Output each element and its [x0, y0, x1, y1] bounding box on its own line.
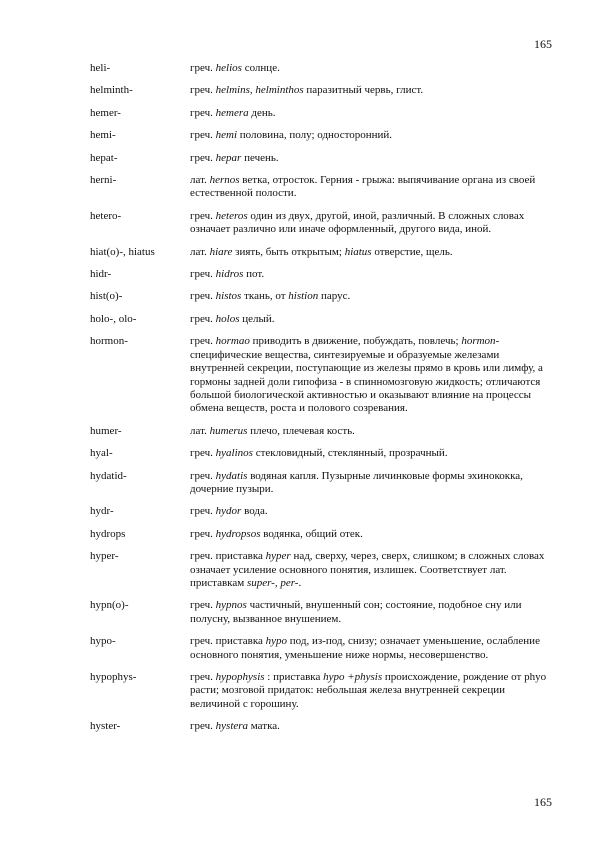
definition-text: греч. приставка [190, 550, 266, 563]
entry-term: heli- [90, 62, 111, 74]
glossary-entry [90, 635, 550, 662]
definition-text: греч. [190, 151, 216, 164]
definition-text: - специфические вещества, синтезируемые и образуемые железами внутренней секреции, поступающие из железы прямо в кровь или лимфу, а гормоны задней доли гипофиза - в спинномозговую жидкость; отличаются большой биологической активностью и оказывают влияние на процессы обмена веществ, роста и полового созревания. [190, 335, 543, 415]
definition-text: происхождение, рождение от phyo расти; мозговой придаток: небольшая железа внутренней секреции величиной с горошину. [190, 671, 547, 710]
glossary-entry [90, 335, 550, 415]
entry-definition [190, 84, 550, 97]
definition-italic-text: histos [215, 290, 242, 303]
definition-text: печень. [241, 151, 279, 164]
entry-term: hyper- [90, 550, 119, 563]
definition-italic-text: hypnos [215, 599, 247, 612]
definition-text: частичный, внушенный сон; состояние, подобное сну или полусну, вызванное внушением. [190, 599, 522, 625]
entry-term: hyster- [90, 720, 121, 733]
entry-term: hemi- [90, 129, 116, 142]
glossary-entry [90, 447, 550, 460]
definition-italic-text: holos [215, 312, 240, 325]
entry-term: hist(o)- [90, 290, 123, 303]
definition-text: греч. [190, 720, 216, 733]
definition-text: паразитный червь, глист. [303, 84, 424, 97]
definition-text: стекловидный, стеклянный, прозрачный. [252, 447, 448, 460]
definition-text: зиять, быть открытым; [232, 245, 345, 258]
glossary-entry [90, 290, 550, 303]
definition-text: греч. [190, 671, 216, 683]
definition-italic-text: hemera [215, 106, 249, 119]
entry-term: herni- [90, 174, 117, 187]
definition-text: греч. [190, 106, 216, 119]
entry-definition [190, 505, 550, 518]
glossary-entry [90, 550, 550, 590]
definition-text: плечо, плечевая кость. [247, 424, 355, 437]
definition-text: водянка, общий отек. [260, 527, 363, 540]
entry-definition [190, 720, 550, 733]
glossary-entry [90, 313, 550, 326]
definition-italic-text: histion [288, 290, 319, 303]
entry-term: hemer- [90, 106, 121, 119]
glossary-entry [90, 528, 550, 541]
definition-italic-text: hormоп [461, 335, 496, 348]
definition-text: день. [248, 106, 276, 119]
entry-definition [190, 470, 550, 497]
entry-definition [190, 210, 550, 237]
glossary-entry [90, 174, 550, 201]
definition-text: целый. [239, 312, 275, 325]
entry-definition [190, 246, 550, 259]
definition-italic-text: super-, per- [246, 576, 299, 589]
entry-term: helminth- [90, 84, 133, 97]
definition-text: водяная капля. Пузырные личинковые формы эхинококка, дочерние пузыри. [190, 469, 523, 495]
definition-text: ветка, отросток. Герния - грыжа: выпячивание органа из своей естественной полости. [190, 174, 536, 200]
definition-italic-text: humerus [209, 424, 248, 437]
definition-italic-text: hypo [265, 635, 288, 648]
definition-italic-text: hemi [215, 129, 238, 142]
entry-definition [190, 152, 550, 165]
glossary-entry [90, 268, 550, 281]
definition-italic-text: hyalinos [215, 447, 253, 460]
definition-text: лат. [190, 424, 210, 437]
glossary-entry [90, 599, 550, 626]
glossary-entry [90, 210, 550, 237]
definition-italic-text: hydor [215, 505, 242, 518]
definition-text: греч. [190, 335, 216, 348]
entry-definition [190, 335, 550, 415]
entry-definition [190, 635, 550, 662]
glossary-entry [90, 470, 550, 497]
definition-italic-text: helmins, helminthos [215, 84, 304, 97]
glossary-entry [90, 84, 550, 97]
definition-italic-text: hormao [215, 335, 250, 348]
definition-text: греч. [190, 447, 216, 460]
glossary-entry [90, 425, 550, 438]
definition-text: греч. [190, 527, 216, 540]
entry-term: hypo- [90, 635, 116, 648]
definition-text: греч. [190, 469, 216, 482]
definition-italic-text: hystera [215, 720, 249, 733]
definition-text: греч. [190, 84, 216, 97]
definition-text: отверстие, щель. [371, 245, 453, 258]
definition-italic-text: hyper [265, 550, 291, 563]
definition-text: греч. приставка [190, 635, 266, 648]
entry-term: hydr- [90, 505, 114, 518]
entry-definition [190, 671, 550, 711]
definition-text: один из двух, другой, иной, различный. В сложных словах означает различно или иначе оформленный, другого вида, иной. [190, 209, 525, 236]
definition-text: лат. [190, 245, 210, 258]
definition-text: солнце. [241, 62, 280, 74]
definition-text: ткань, от [241, 290, 289, 303]
entry-definition [190, 425, 550, 438]
definition-text: пот. [243, 268, 265, 281]
definition-text: лат. [190, 174, 210, 187]
definition-text: греч. [190, 209, 216, 222]
glossary-entry [90, 152, 550, 165]
definition-text: греч. [190, 62, 216, 74]
definition-text: греч. [190, 268, 216, 281]
entry-term: hiat(o)-, hiatus [90, 245, 155, 258]
definition-text: приводить в движение, побуждать, повлечь; [249, 335, 462, 348]
glossary-entry [90, 505, 550, 518]
definition-italic-text: hernos [209, 174, 240, 187]
glossary-entry [90, 107, 550, 120]
glossary-entry [90, 129, 550, 142]
entry-definition [190, 62, 550, 75]
definition-text: парус. [318, 290, 351, 303]
glossary-entry [90, 246, 550, 259]
entry-definition [190, 290, 550, 303]
entry-term: hormon- [90, 335, 128, 348]
entry-definition [190, 107, 550, 120]
definition-italic-text: hiare [209, 245, 233, 258]
entry-term: hidr- [90, 268, 112, 281]
definition-italic-text: hiatus [344, 245, 372, 258]
entry-definition [190, 174, 550, 201]
entry-definition [190, 550, 550, 590]
entry-definition [190, 599, 550, 626]
definition-italic-text: hydropsos [215, 527, 261, 540]
entry-term: holo-, olo- [90, 312, 137, 325]
definition-italic-text: hypo +physis [323, 671, 383, 683]
definition-italic-text: hypophysis [215, 671, 265, 683]
definition-text: матка. [248, 720, 280, 733]
definition-text: . [298, 576, 302, 589]
entry-definition [190, 313, 550, 326]
definition-italic-text: hepar [215, 151, 242, 164]
entry-definition [190, 528, 550, 541]
entry-definition [190, 447, 550, 460]
entry-term: hetero- [90, 209, 122, 222]
entry-term: hypophys- [90, 671, 137, 683]
entry-definition [190, 129, 550, 142]
entry-term: hypn(o)- [90, 599, 129, 612]
glossary-list [90, 62, 550, 734]
glossary-entry [90, 62, 550, 75]
entry-definition [190, 268, 550, 281]
glossary-entry [90, 720, 550, 733]
definition-text: : приставка [264, 671, 324, 683]
definition-text: половина, полу; односторонний. [237, 129, 393, 142]
definition-text: под, из-под, снизу; означает уменьшение, ослабление основного понятия, уменьшение ниже нормы, несовершенство. [190, 635, 540, 661]
definition-text: греч. [190, 290, 216, 303]
definition-italic-text: heteros [215, 209, 248, 222]
entry-term: hyal- [90, 447, 113, 460]
definition-italic-text: hydatis [215, 469, 248, 482]
definition-text: греч. [190, 599, 216, 612]
glossary-entry [90, 671, 550, 711]
definition-text: над, сверху, через, сверх, слишком; в сложных словах означает усиление основного понятия, излишек. Соответствует лат. приставкам [190, 550, 545, 589]
definition-italic-text: hidros [215, 268, 244, 281]
entry-term: hydatid- [90, 469, 127, 482]
page-number-bottom: 165 [534, 795, 552, 809]
page-number-top: 165 [534, 37, 552, 51]
definition-italic-text: helios [215, 62, 242, 74]
entry-term: hydrops [90, 527, 126, 540]
definition-text: греч. [190, 129, 216, 142]
entry-term: hepat- [90, 151, 118, 164]
entry-term: humer- [90, 424, 122, 437]
definition-text: греч. [190, 312, 216, 325]
definition-text: вода. [241, 505, 268, 518]
definition-text: греч. [190, 505, 216, 518]
